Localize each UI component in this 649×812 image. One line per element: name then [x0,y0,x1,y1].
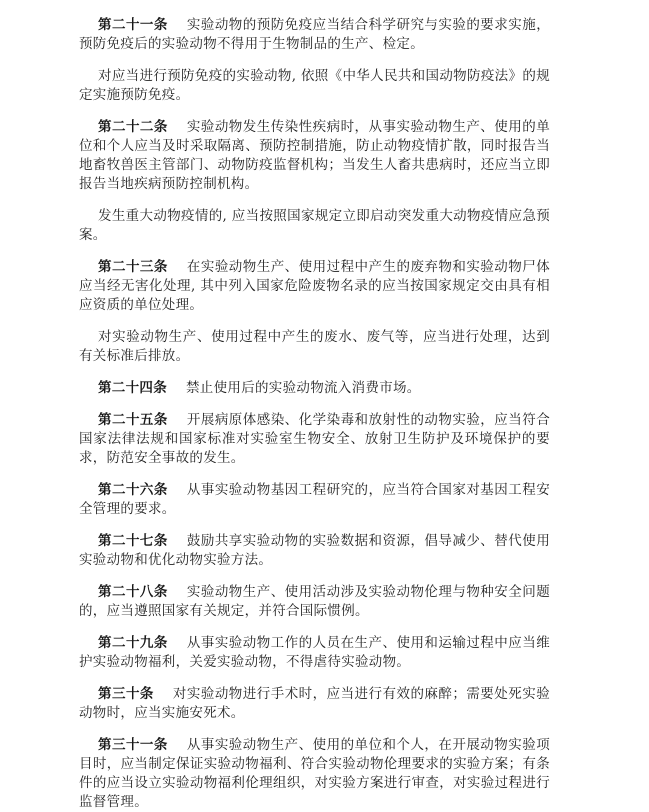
article-text: 实验动物的预防免疫应当结合科学研究与实验的要求实施，预防免疫后的实验动物不得用于生物制品的生产、检定。 [79,17,550,52]
article-paragraph [79,532,550,570]
article-paragraph [79,634,550,672]
article-text: 开展病原体感染、化学染毒和放射性的动物实验，应当符合国家法律法规和国家标准对实验室生物安全、放射卫生防护及环境保护的要求，防范安全事故的发生。 [79,412,550,466]
article-number: 第二十二条 [98,119,168,135]
article-number: 第二十一条 [98,17,168,33]
article-number: 第三十一条 [98,737,168,753]
article-text: 实验动物发生传染性疾病时，从事实验动物生产、使用的单位和个人应当及时采取隔离、预防控制措施，防止动物疫情扩散，同时报告当地畜牧兽医主管部门、动物防疫监督机构；当发生人畜共患病时，还应当立即报告当地疾病预防控制机构。 [79,119,550,192]
article-paragraph [79,736,550,812]
article-number: 第二十八条 [98,584,168,600]
article-number: 第三十条 [98,686,154,702]
article-text: 发生重大动物疫情的, 应当按照国家规定立即启动突发重大动物疫情应急预案。 [79,208,550,243]
article-number: 第二十五条 [98,412,168,428]
article-paragraph [79,328,550,366]
article-number: 第二十四条 [98,380,167,396]
article-text: 对应当进行预防免疫的实验动物, 依照《中华人民共和国动物防疫法》的规定实施预防免疫。 [79,68,550,103]
article-text: 在实验动物生产、使用过程中产生的废弃物和实验动物尸体应当经无害化处理, 其中列入国家危险废物名录的应当按国家规定交由具有相应资质的单位处理。 [79,259,550,313]
article-text: 从事实验动物基因工程研究的，应当符合国家对基因工程安全管理的要求。 [79,482,550,517]
article-text: 禁止使用后的实验动物流入消费市场。 [186,380,421,396]
article-text: 鼓励共享实验动物的实验数据和资源，倡导减少、替代使用实验动物和优化动物实验方法。 [79,533,550,568]
article-paragraph [79,118,550,194]
article-text: 从事实验动物工作的人员在生产、使用和运输过程中应当维护实验动物福利，关爱实验动物，不得虐待实验动物。 [79,635,550,670]
article-paragraph [79,583,550,621]
article-number: 第二十六条 [98,482,168,498]
article-number: 第二十七条 [98,533,168,549]
article-text: 对实验动物生产、使用过程中产生的废水、废气等，应当进行处理，达到有关标准后排放。 [79,329,550,364]
article-paragraph [79,685,550,723]
article-paragraph [79,411,550,468]
article-text: 对实验动物进行手术时，应当进行有效的麻醉；需要处死实验动物时，应当实施安死术。 [79,686,551,721]
article-text: 从事实验动物生产、使用的单位和个人，在开展动物实验项目时，应当制定保证实验动物福利、符合实验动物伦理要求的实验方案；有条件的应当设立实验动物福利伦理组织，对实验方案进行审查，对实验过程进行监督管理。 [79,737,550,810]
article-text: 实验动物生产、使用活动涉及实验动物伦理与物种安全问题的，应当遵照国家有关规定，并符合国际惯例。 [79,584,550,619]
document-content [79,16,550,812]
article-paragraph [79,67,550,105]
article-number: 第二十三条 [98,259,168,275]
article-paragraph [79,16,550,54]
article-paragraph [79,379,550,398]
article-number: 第二十九条 [98,635,168,651]
article-paragraph [79,207,550,245]
article-paragraph [79,258,550,315]
article-paragraph [79,481,550,519]
